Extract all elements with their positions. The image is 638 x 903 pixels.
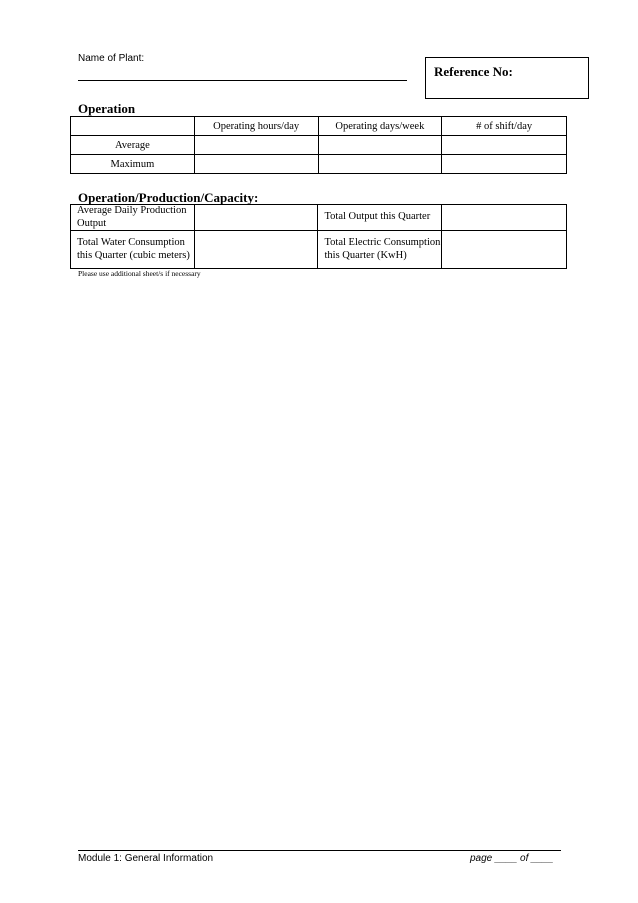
footer-divider [78, 850, 561, 851]
reference-number-label: Reference No: [434, 64, 513, 79]
water-consumption-label: Total Water Consumption this Quarter (cubic meters) [71, 231, 195, 269]
column-header-hours: Operating hours/day [194, 117, 318, 136]
daily-output-label: Average Daily Production Output [71, 205, 195, 231]
column-header-days: Operating days/week [318, 117, 442, 136]
electric-consumption-label: Total Electric Consumption this Quarter (KwH) [318, 231, 442, 269]
production-heading: Operation/Production/Capacity: [78, 190, 259, 205]
column-header-shifts: # of shift/day [442, 117, 567, 136]
row-label-average: Average [71, 136, 195, 155]
operation-table [70, 116, 567, 174]
average-shifts-cell[interactable] [442, 136, 567, 155]
average-days-cell[interactable] [318, 136, 442, 155]
maximum-shifts-cell[interactable] [442, 155, 567, 174]
table-row [71, 155, 567, 174]
quarter-output-cell[interactable] [442, 205, 567, 231]
table-row [71, 136, 567, 155]
water-consumption-cell[interactable] [194, 231, 318, 269]
plant-name-label: Name of Plant: [78, 53, 145, 64]
reference-number-box[interactable] [425, 57, 589, 99]
plant-name-field[interactable] [78, 80, 407, 81]
table-row [71, 205, 567, 231]
footer-module-title: Module 1: General Information [78, 853, 214, 864]
additional-sheet-note: Please use additional sheet/s if necessary [78, 269, 201, 278]
table-header-row [71, 117, 567, 136]
operation-heading: Operation [78, 101, 136, 116]
quarter-output-label: Total Output this Quarter [318, 205, 442, 231]
footer-page-number: page ____ of ____ [470, 853, 554, 864]
maximum-days-cell[interactable] [318, 155, 442, 174]
average-hours-cell[interactable] [194, 136, 318, 155]
row-label-maximum: Maximum [71, 155, 195, 174]
maximum-hours-cell[interactable] [194, 155, 318, 174]
column-header [71, 117, 195, 136]
electric-consumption-cell[interactable] [442, 231, 567, 269]
production-table [70, 204, 567, 269]
table-row [71, 231, 567, 269]
daily-output-cell[interactable] [194, 205, 318, 231]
